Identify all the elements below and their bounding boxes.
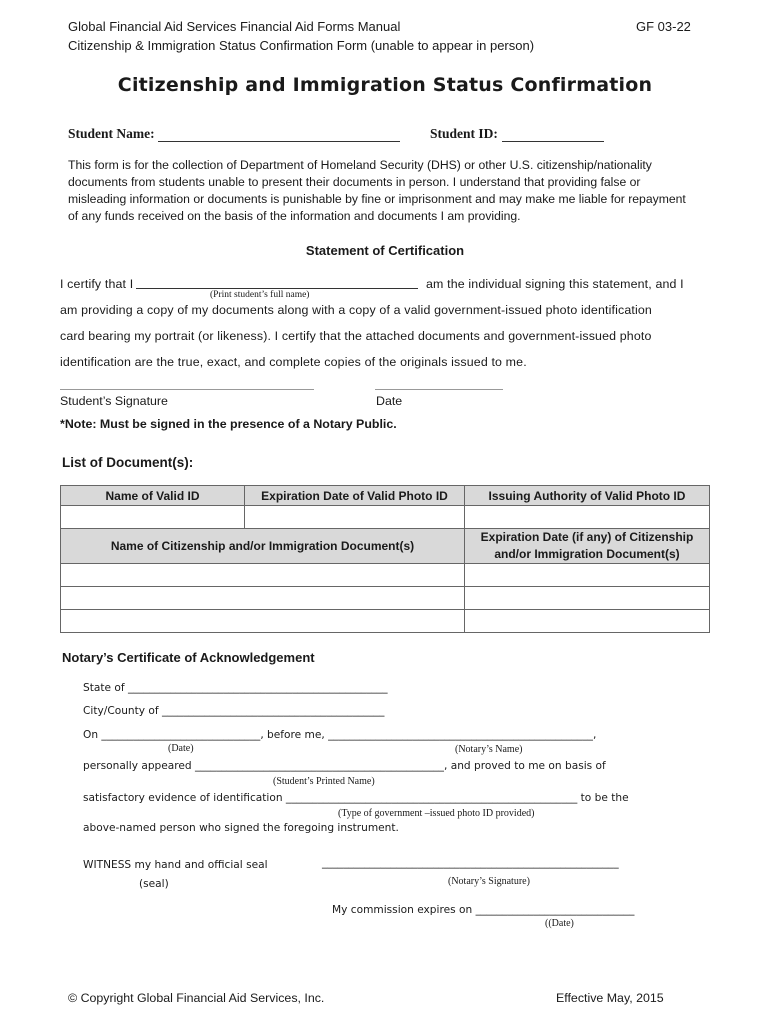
certify-line-4: identification are the true, exact, and complete copies of the originals issued to me.: [60, 355, 527, 369]
citizenship-expiration-cell[interactable]: [465, 564, 710, 587]
table-row: [61, 587, 710, 610]
notary-evidence-line: satisfactory evidence of identification _______________________________________________________ to be the: [83, 792, 629, 804]
footer-copyright: © Copyright Global Financial Aid Services, Inc.: [68, 991, 325, 1005]
notary-heading: Notary’s Certificate of Acknowledgement: [62, 650, 315, 665]
notary-above-named: above-named person who signed the foregoing instrument.: [83, 822, 399, 834]
issuing-authority-cell[interactable]: [465, 506, 710, 529]
footer-effective-date: Effective May, 2015: [556, 991, 664, 1005]
citizenship-document-cell[interactable]: [61, 610, 465, 633]
notary-date-caption: (Date): [168, 743, 194, 754]
notary-signature-line[interactable]: ________________________________________________________: [322, 857, 619, 869]
col-valid-id: Name of Valid ID: [61, 486, 245, 506]
col-issuing-authority: Issuing Authority of Valid Photo ID: [465, 486, 710, 506]
notary-on-line: On ______________________________, before me, __________________________________________________,: [83, 729, 597, 741]
student-name-field[interactable]: [158, 141, 400, 142]
notary-county: City/County of __________________________________________: [83, 705, 385, 717]
certify-line-3: card bearing my portrait (or likeness). I certify that the attached documents and government-issued photo: [60, 329, 652, 343]
valid-id-cell[interactable]: [61, 506, 245, 529]
form-subtitle: Citizenship & Immigration Status Confirmation Form (unable to appear in person): [68, 38, 535, 53]
signature-line[interactable]: [60, 389, 314, 390]
table-row: [61, 610, 710, 633]
signature-date-line[interactable]: [375, 389, 503, 390]
manual-title: Global Financial Aid Services Financial Aid Forms Manual: [68, 19, 401, 34]
notary-commission-date-caption: ((Date): [545, 918, 574, 929]
col-expiration-photo-id: Expiration Date of Valid Photo ID: [245, 486, 465, 506]
citizenship-expiration-cell[interactable]: [465, 610, 710, 633]
form-code: GF 03-22: [636, 19, 691, 34]
citizenship-expiration-cell[interactable]: [465, 587, 710, 610]
citizenship-document-cell[interactable]: [61, 587, 465, 610]
note-text: : Must be signed in the presence of a Notary Public.: [92, 417, 397, 431]
notary-name-caption: (Notary’s Name): [455, 744, 523, 755]
notary-appeared-line: personally appeared _______________________________________________, and proved to me on basis of: [83, 760, 606, 772]
certify-prefix: I certify that I: [60, 277, 134, 291]
table-row: [61, 506, 710, 529]
student-name-label: Student Name:: [68, 126, 155, 141]
print-name-field[interactable]: [136, 288, 418, 289]
certify-suffix: am the individual signing this statement, and I: [426, 277, 684, 291]
notary-state: State of _________________________________________________: [83, 682, 388, 694]
documents-table: [60, 485, 710, 633]
documents-heading: List of Document(s):: [62, 455, 194, 470]
col-citizenship-document: Name of Citizenship and/or Immigration Document(s): [61, 529, 465, 564]
student-id-field[interactable]: [502, 141, 604, 142]
table-header-row-2: [61, 529, 710, 564]
notary-witness: WITNESS my hand and official seal: [83, 859, 268, 871]
table-row: [61, 564, 710, 587]
certify-line-2: am providing a copy of my documents along with a copy of a valid government-issued photo identification: [60, 303, 652, 317]
notary-commission: My commission expires on ______________________________: [332, 904, 635, 916]
certification-heading: Statement of Certification: [305, 243, 465, 258]
date-label: Date: [376, 394, 403, 408]
citizenship-document-cell[interactable]: [61, 564, 465, 587]
note-prefix: *Note: [60, 417, 93, 431]
intro-paragraph: This form is for the collection of Department of Homeland Security (DHS) or other U.S. citizenship/nationality documents from students unable to present their documents in person. I understand that providing false or misleading information or documents is punishable by fine or imprisonment and may make me liable for repayment of any funds received on the basis of the information and documents I am providing.: [68, 158, 686, 223]
signature-label: Student’s Signature: [60, 394, 168, 408]
page-title: Citizenship and Immigration Status Confirmation: [117, 74, 653, 96]
student-id-label: Student ID:: [430, 126, 498, 141]
notary-id-type-caption: (Type of government –issued photo ID provided): [338, 808, 535, 819]
notary-signature-caption: (Notary’s Signature): [448, 876, 530, 887]
table-header-row: [61, 486, 710, 506]
notary-student-caption: (Student’s Printed Name): [273, 776, 375, 787]
notary-note: [60, 417, 397, 431]
expiration-photo-id-cell[interactable]: [245, 506, 465, 529]
col-citizenship-expiration: Expiration Date (if any) of Citizenship and/or Immigration Document(s): [465, 529, 710, 564]
notary-seal: (seal): [139, 878, 169, 890]
print-name-caption: (Print student’s full name): [210, 290, 310, 300]
